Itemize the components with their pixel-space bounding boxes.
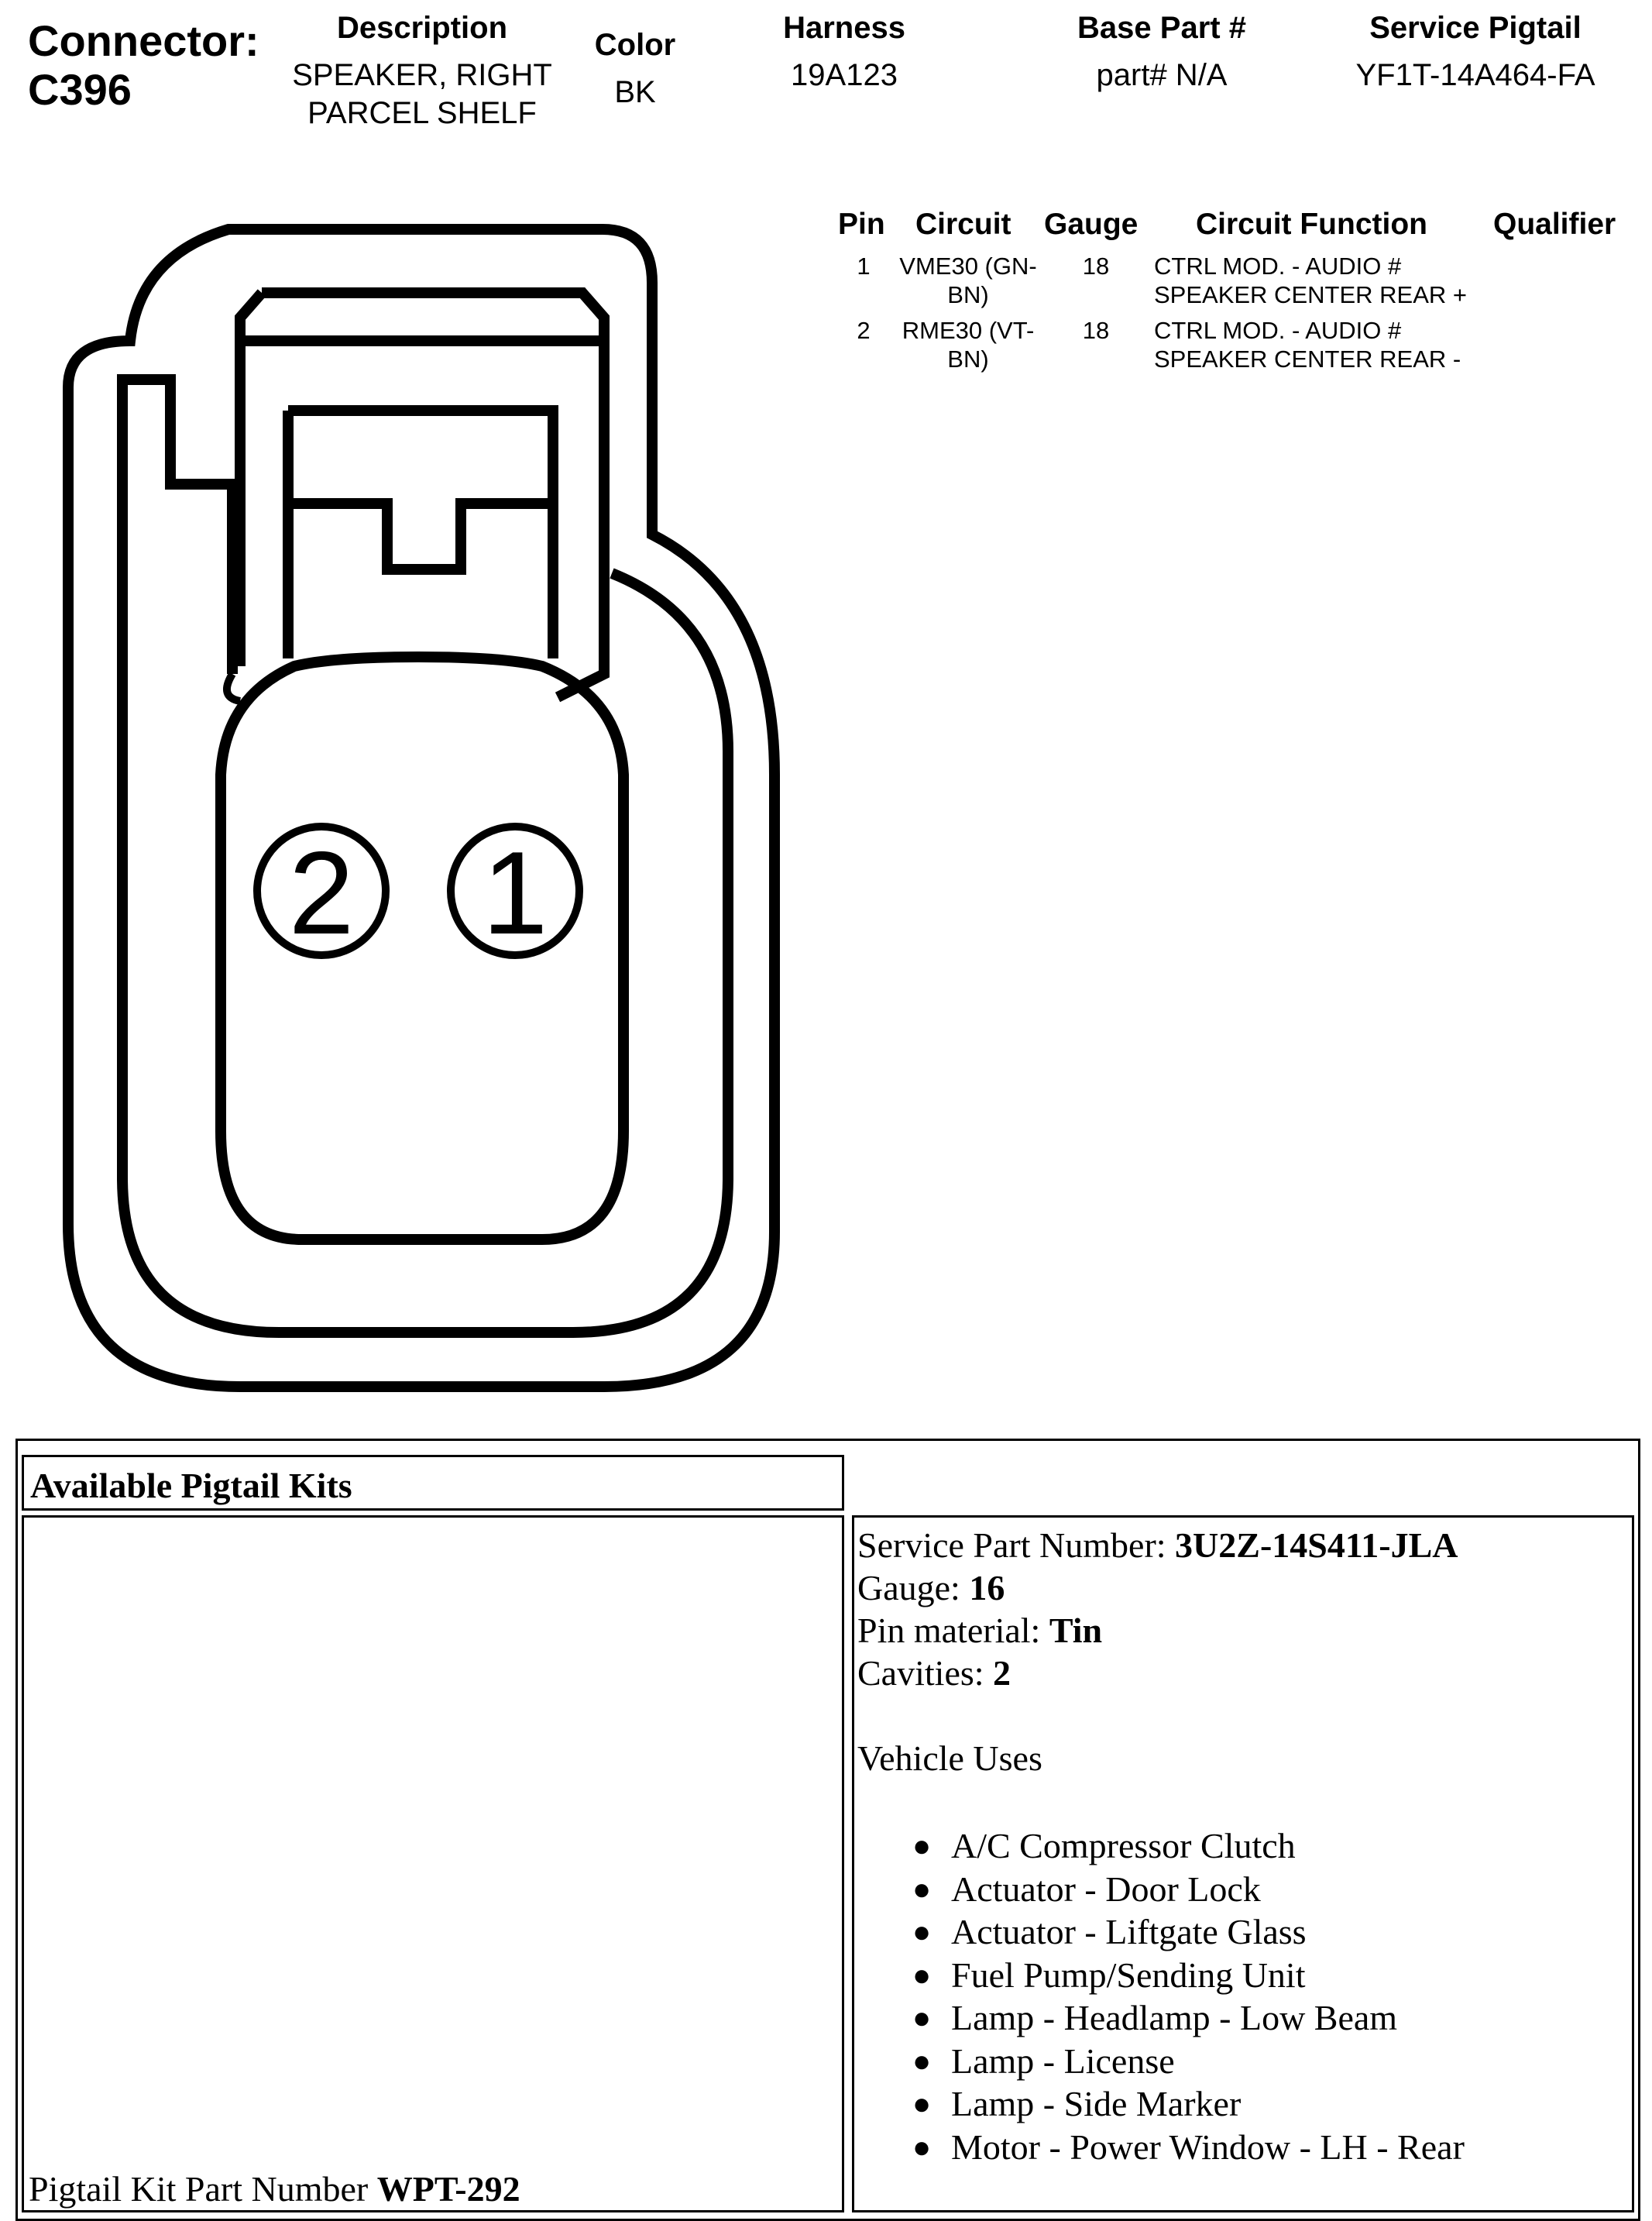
row-1-function: CTRL MOD. - AUDIO # SPEAKER CENTER REAR +	[1154, 253, 1467, 309]
pigtail-kit-part-number	[29, 2168, 520, 2210]
pin-2-label: 2	[288, 827, 355, 959]
list-item: ● Lamp - License	[951, 2040, 1465, 2083]
pin-material-line	[857, 1609, 1458, 1652]
row-1-circuit: VME30 (GN-BN)	[899, 253, 1037, 309]
list-item: ● Actuator - Door Lock	[951, 1868, 1465, 1911]
pigtail-kit-image-cell	[22, 1515, 844, 2212]
service-part-line	[857, 1524, 1458, 1566]
connector-latch-window	[288, 411, 553, 658]
vehicle-uses-label: Vehicle Uses	[857, 1738, 1042, 1778]
bullet-icon: ●	[912, 1828, 932, 1863]
description-value: SPEAKER, RIGHT PARCEL SHELF	[292, 58, 552, 130]
description-label: Description	[336, 11, 508, 45]
bullet-icon: ●	[912, 2129, 932, 2164]
cavities-label: Cavities:	[857, 1653, 984, 1693]
base-part-column	[1038, 11, 1286, 95]
service-part-label: Service Part Number:	[857, 1525, 1166, 1565]
bullet-icon: ●	[912, 2043, 932, 2078]
bullet-icon: ●	[912, 1914, 932, 1949]
row-2-circuit: RME30 (VT-BN)	[902, 317, 1035, 373]
list-item: ● Motor - Power Window - LH - Rear	[951, 2126, 1465, 2169]
pin-header: Pin	[838, 208, 885, 241]
cavities-line	[857, 1652, 1458, 1694]
kit-part-label: Pigtail Kit Part Number	[29, 2169, 369, 2209]
row-1-pin: 1	[857, 253, 871, 280]
vehicle-uses-list	[912, 1824, 1465, 2168]
list-item: ● Lamp - Headlamp - Low Beam	[951, 1996, 1465, 2040]
harness-value: 19A123	[791, 58, 898, 92]
circuit-function-header: Circuit Function	[1196, 208, 1427, 241]
bullet-icon: ●	[912, 1957, 932, 1992]
service-part-value: 3U2Z-14S411-JLA	[1175, 1525, 1458, 1565]
bullet-icon: ●	[912, 2086, 932, 2121]
pigtail-kits-title-cell	[22, 1455, 844, 1511]
kit-part-value: WPT-292	[376, 2169, 520, 2209]
pigtail-kits-title: Available Pigtail Kits	[30, 1466, 352, 1505]
pigtail-kit-specs	[857, 1524, 1458, 1779]
connector-cavity-body	[221, 657, 623, 1239]
bullet-icon: ●	[912, 2000, 932, 2035]
row-2-function: CTRL MOD. - AUDIO # SPEAKER CENTER REAR -	[1154, 317, 1461, 373]
qualifier-header: Qualifier	[1493, 208, 1616, 241]
pigtail-kit-details-cell	[852, 1515, 1634, 2212]
pin-1-label: 1	[482, 827, 548, 959]
harness-label: Harness	[783, 11, 905, 45]
connector-latch-notch	[227, 674, 240, 701]
gauge-header: Gauge	[1044, 208, 1139, 241]
list-item: ● Fuel Pump/Sending Unit	[951, 1954, 1465, 1997]
connector-inner-wall	[122, 380, 728, 1332]
connector-face-diagram	[0, 0, 813, 1410]
color-label: Color	[594, 28, 676, 62]
row-2-pin: 2	[857, 317, 871, 344]
base-part-value: part# N/A	[1096, 58, 1228, 92]
base-part-label: Base Part #	[1077, 11, 1246, 45]
color-value: BK	[614, 75, 656, 109]
gauge-value: 16	[969, 1568, 1005, 1607]
row-2-gauge: 18	[1082, 317, 1110, 344]
connector-label: Connector:	[28, 16, 259, 65]
row-1-gauge: 18	[1082, 253, 1110, 280]
gauge-line	[857, 1566, 1458, 1609]
service-pigtail-label: Service Pigtail	[1369, 11, 1582, 45]
bullet-icon: ●	[912, 1871, 932, 1906]
circuit-header: Circuit	[915, 208, 1011, 241]
gauge-label: Gauge:	[857, 1568, 960, 1607]
service-pigtail-column	[1317, 11, 1634, 95]
service-pigtail-value: YF1T-14A464-FA	[1355, 58, 1595, 92]
connector-id: C396	[28, 64, 132, 114]
pin-material-label: Pin material:	[857, 1611, 1041, 1650]
list-item: ● A/C Compressor Clutch	[951, 1824, 1465, 1868]
list-item: ● Actuator - Liftgate Glass	[951, 1910, 1465, 1954]
pin-material-value: Tin	[1049, 1611, 1103, 1650]
cavities-value: 2	[993, 1653, 1011, 1693]
list-item: ● Lamp - Side Marker	[951, 2082, 1465, 2126]
